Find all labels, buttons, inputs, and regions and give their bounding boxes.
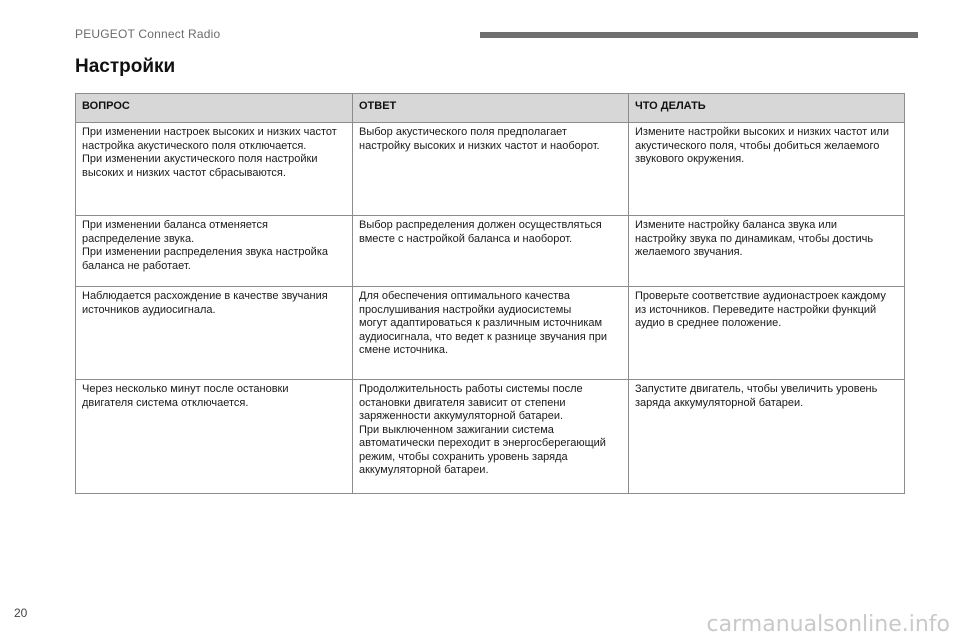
answer-line: остановки двигателя зависит от степени [359,396,566,409]
answer-line: смене источника. [359,344,449,356]
column-header-answer: ОТВЕТ [353,94,629,123]
answer-line: заряженности аккумуляторной батареи. [359,410,564,422]
question-line: При изменении распределения звука настройка [82,246,328,258]
action-line: Проверьте соответствие аудионастроек каждому [635,290,886,302]
action-line: звукового окружения. [635,153,745,165]
answer-line: вместе с настройкой баланса и наоборот. [359,232,573,245]
action-line: желаемого звучания. [635,246,743,258]
question-cell [76,287,353,380]
question-line: Через несколько минут после остановки [82,383,289,395]
action-cell [629,216,905,287]
answer-line: Выбор распределения должен осуществляться [359,219,602,231]
answer-line: Для обеспечения оптимального качества [359,290,570,302]
question-cell [76,123,353,216]
header-divider-bar [480,32,918,38]
table-row [76,287,905,380]
answer-line: аудиосигнала, что ведет к разнице звучания при [359,330,608,343]
answer-line: автоматически переходит в энергосберегающий [359,437,606,449]
answer-cell [353,123,629,216]
question-line: При изменении акустического поля настройки [82,153,318,165]
table-row [76,123,905,216]
question-line: двигателя система отключается. [82,396,249,409]
action-line: настройку звука по динамикам, чтобы достичь [635,232,874,245]
question-line: При изменении баланса отменяется [82,219,268,231]
document-header-title: PEUGEOT Connect Radio [75,27,221,41]
answer-line: режим, чтобы сохранить уровень заряда [359,450,568,463]
question-line: источников аудиосигнала. [82,303,216,316]
question-line: баланса не работает. [82,259,191,272]
answer-line: Выбор акустического поля предполагает [359,126,567,138]
action-cell [629,123,905,216]
action-line: Запустите двигатель, чтобы увеличить уровень [635,383,878,395]
action-cell [629,380,905,494]
answer-line: Продолжительность работы системы после [359,383,583,395]
column-header-question: ВОПРОС [76,94,353,123]
action-cell [629,287,905,380]
question-line: При изменении настроек высоких и низких частот [82,126,337,138]
answer-cell [353,380,629,494]
page-title: Настройки [75,56,176,77]
question-line: распределение звука. [82,232,195,245]
answer-line: прослушивания настройки аудиосистемы [359,303,572,316]
action-line: заряда аккумуляторной батареи. [635,396,804,409]
answer-cell [353,287,629,380]
table-row [76,380,905,494]
action-line: акустического поля, чтобы добиться желаемого [635,139,880,152]
watermark-text: carmanualsonline.info [706,612,950,637]
table-header-row [76,94,905,123]
column-header-action: ЧТО ДЕЛАТЬ [629,94,905,123]
action-line: Измените настройки высоких и низких частот или [635,126,889,138]
question-cell [76,380,353,494]
question-line: настройка акустического поля отключается. [82,139,307,152]
question-line: Наблюдается расхождение в качестве звучания [82,290,328,302]
answer-line: могут адаптироваться к различным источникам [359,317,603,329]
question-line: высоких и низких частот сбрасываются. [82,166,286,179]
action-line: из источников. Переведите настройки функций [635,303,877,316]
question-cell [76,216,353,287]
action-line: Измените настройку баланса звука или [635,219,838,231]
answer-cell [353,216,629,287]
action-line: аудио в среднее положение. [635,317,782,329]
answer-line: аккумуляторной батареи. [359,464,489,476]
troubleshooting-table [75,93,905,494]
page-number: 20 [14,606,28,620]
answer-line: настройку высоких и низких частот и наоборот. [359,139,600,152]
table-row [76,216,905,287]
answer-line: При выключенном зажигании система [359,423,554,436]
